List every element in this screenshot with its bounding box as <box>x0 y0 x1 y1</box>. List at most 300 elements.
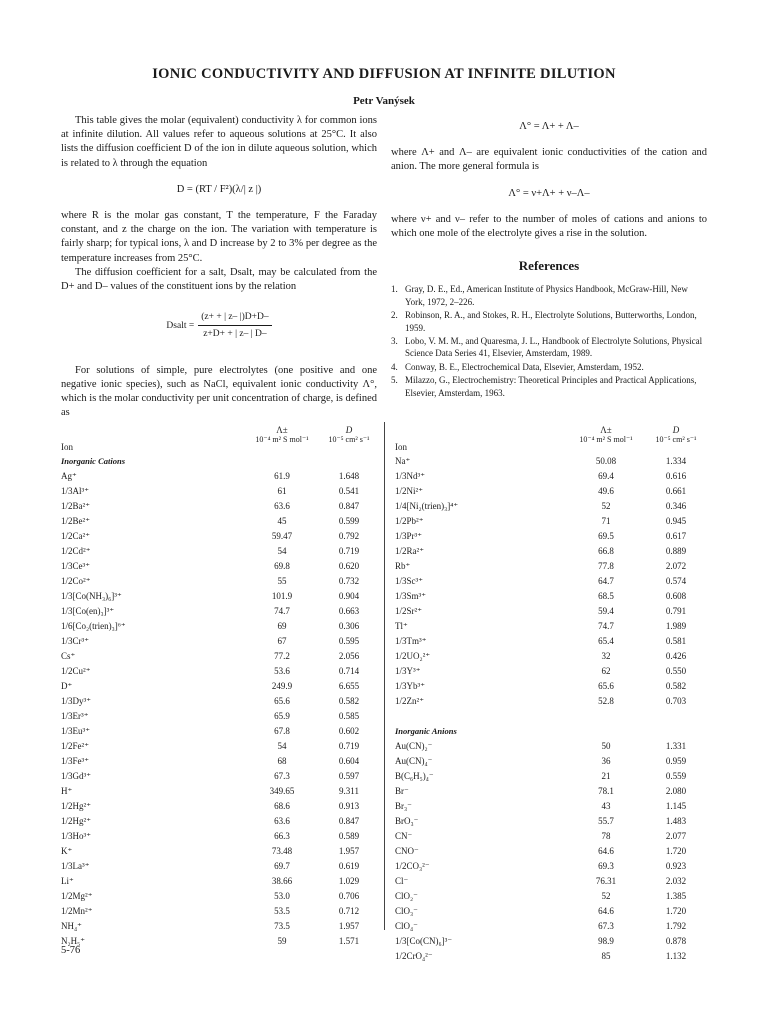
diffusion-cell: 0.904 <box>338 591 360 601</box>
lambda-cell: 65.4 <box>598 636 614 646</box>
table-row <box>61 874 377 889</box>
lambda-cell: 53.5 <box>274 906 290 916</box>
table-row <box>395 844 709 859</box>
table-row <box>61 784 377 799</box>
diffusion-cell: 0.608 <box>665 591 687 601</box>
conductivity-paragraph: where Λ+ and Λ– are equivalent ionic conductivities of the cation and anion. The more general formula is <box>391 147 707 173</box>
ion-cell: K⁺ <box>61 846 73 856</box>
table-row <box>61 829 377 844</box>
table-row <box>395 889 709 904</box>
header-d <box>645 425 707 444</box>
intro-right-column <box>391 114 707 400</box>
lambda-cell: 65.6 <box>598 681 614 691</box>
equation-general: Λ° = ν+Λ+ + ν–Λ– <box>508 187 590 199</box>
diffusion-cell: 0.945 <box>665 516 687 526</box>
ion-cell: ClO₃⁻ <box>395 906 418 916</box>
table-row <box>61 769 377 784</box>
lambda-cell: 67.8 <box>274 726 290 736</box>
table-row <box>395 664 709 679</box>
lambda-cell: 77.2 <box>274 651 290 661</box>
table-row <box>61 919 377 934</box>
equation-lhs: Dsalt = <box>166 320 195 331</box>
ion-cell: 1/3Ce³⁺ <box>61 561 90 571</box>
lambda-cell: 45 <box>277 516 287 526</box>
lambda-cell: 69.4 <box>598 471 614 481</box>
diffusion-cell: 0.703 <box>665 696 687 706</box>
lambda-cell: 73.48 <box>271 846 293 856</box>
ion-cell: 1/2Co²⁺ <box>61 576 91 586</box>
table-body <box>395 454 709 964</box>
moles-paragraph: where ν+ and ν– refer to the number of moles of cations and anions to which one mole of the electrolyte gives a rise in the solution. <box>391 213 707 240</box>
ion-cell: D⁺ <box>61 681 73 691</box>
header-lambda-units: 10⁻⁴ m² S mol⁻¹ <box>255 435 309 444</box>
ion-cell: 1/2Pb²⁺ <box>395 516 424 526</box>
lambda-cell: 67.3 <box>274 771 290 781</box>
table-row <box>61 514 377 529</box>
equation-salt-diffusion <box>61 310 377 341</box>
lambda-cell: 21 <box>601 771 611 781</box>
ion-cell: 1/3Cr³⁺ <box>61 636 89 646</box>
lambda-cell: 98.9 <box>598 936 614 946</box>
table-row <box>61 694 377 709</box>
table-row <box>395 574 709 589</box>
ion-cell: B(C₆H₅)₄⁻ <box>395 771 434 781</box>
ion-cell: 1/3Al³⁺ <box>61 486 89 496</box>
ion-cell: 1/3Sc³⁺ <box>395 576 423 586</box>
diffusion-cell: 1.989 <box>665 621 687 631</box>
lambda-cell: 59.4 <box>598 606 614 616</box>
table-header <box>395 424 709 454</box>
diffusion-cell: 0.878 <box>665 936 687 946</box>
ion-cell: 1/2Fe²⁺ <box>61 741 89 751</box>
equation-equivalent-conductivity: Λ° = Λ+ + Λ– <box>519 121 579 132</box>
reference-text: Robinson, R. A., and Stokes, R. H., Electrolyte Solutions, Butterworths, London, 1959. <box>405 310 697 333</box>
table-row <box>61 589 377 604</box>
diffusion-cell: 1.792 <box>665 921 687 931</box>
ion-cell: Li⁺ <box>61 876 74 886</box>
ion-cell: 1/3Pr³⁺ <box>395 531 422 541</box>
diffusion-cell: 2.080 <box>665 786 687 796</box>
diffusion-cell: 1.029 <box>338 876 360 886</box>
table-row <box>395 499 709 514</box>
lambda-cell: 54 <box>277 546 287 556</box>
references-heading: References <box>518 258 580 274</box>
reference-item <box>391 361 707 373</box>
table-row <box>61 754 377 769</box>
diffusion-cell: 0.847 <box>338 501 360 511</box>
ion-cell: 1/2Cd²⁺ <box>61 546 91 556</box>
ion-cell: Na⁺ <box>395 456 411 466</box>
ion-cell: 1/2Ni²⁺ <box>395 486 423 496</box>
header-d-units: 10⁻⁵ cm² s⁻¹ <box>655 435 697 444</box>
diffusion-cell: 0.712 <box>338 906 360 916</box>
ion-cell: 1/2UO₂²⁺ <box>395 651 431 661</box>
table-row <box>61 904 377 919</box>
lambda-cell: 59.47 <box>271 531 293 541</box>
ion-cell: 1/2Hg²⁺ <box>61 816 91 826</box>
diffusion-cell: 0.585 <box>338 711 360 721</box>
ion-cell: 1/2Ba²⁺ <box>61 501 90 511</box>
diffusion-cell: 2.077 <box>665 831 687 841</box>
lambda-cell: 69.5 <box>598 531 614 541</box>
ion-cell: CNO⁻ <box>395 846 419 856</box>
table-row <box>395 559 709 574</box>
lambda-cell: 43 <box>601 801 611 811</box>
diffusion-cell: 0.847 <box>338 816 360 826</box>
intro-paragraph: This table gives the molar (equivalent) conductivity λ for common ions at infinite dilution. All values refer to aqueous solutions at 25°C. It also lists the diffusion coefficient D of the ion in dilute aqueous solution, which is related to λ through the equation <box>61 115 377 169</box>
diffusion-cell: 1.648 <box>338 471 360 481</box>
table-row <box>61 724 377 739</box>
table-section-row <box>61 454 377 469</box>
table-row <box>395 859 709 874</box>
table-row <box>395 949 709 964</box>
table-row <box>61 544 377 559</box>
table-row <box>395 454 709 469</box>
equation-diffusion: D = (RT / F²)(λ/| z |) <box>176 183 262 195</box>
lambda-cell: 349.65 <box>269 786 295 796</box>
lambda-cell: 36 <box>601 756 611 766</box>
lambda-cell: 50.08 <box>595 456 617 466</box>
conductivity-table-left <box>61 424 377 949</box>
table-row <box>61 844 377 859</box>
ion-cell: Inorganic Cations <box>61 456 126 466</box>
ion-cell: Rb⁺ <box>395 561 411 571</box>
lambda-cell: 53.6 <box>274 666 290 676</box>
lambda-cell: 67.3 <box>598 921 614 931</box>
ion-cell: CN⁻ <box>395 831 413 841</box>
table-row <box>61 559 377 574</box>
lambda-cell: 66.3 <box>274 831 290 841</box>
lambda-cell: 64.6 <box>598 846 614 856</box>
diffusion-cell: 1.720 <box>665 846 687 856</box>
table-row <box>395 484 709 499</box>
ion-cell: 1/2Zn²⁺ <box>395 696 424 706</box>
diffusion-cell: 6.655 <box>338 681 360 691</box>
diffusion-cell: 1.571 <box>338 936 360 946</box>
table-row <box>61 934 377 949</box>
lambda-cell: 50 <box>601 741 611 751</box>
ion-cell: 1/2Sr²⁺ <box>395 606 422 616</box>
ion-cell: Cl⁻ <box>395 876 409 886</box>
lambda-cell: 77.8 <box>598 561 614 571</box>
table-header <box>61 424 377 454</box>
ion-cell: 1/2CO₃²⁻ <box>395 861 430 871</box>
table-row <box>61 574 377 589</box>
ion-cell: 1/2Ca²⁺ <box>61 531 90 541</box>
lambda-cell: 52 <box>601 501 611 511</box>
lambda-cell: 69.7 <box>274 861 290 871</box>
lambda-cell: 32 <box>601 651 611 661</box>
references-list <box>391 283 707 399</box>
ion-cell: 1/3Fe³⁺ <box>61 756 89 766</box>
table-row <box>395 934 709 949</box>
table-row <box>61 604 377 619</box>
diffusion-cell: 1.132 <box>665 951 687 961</box>
lambda-cell: 85 <box>601 951 611 961</box>
table-row <box>61 739 377 754</box>
ion-cell: 1/3La³⁺ <box>61 861 90 871</box>
header-d-units: 10⁻⁵ cm² s⁻¹ <box>328 435 370 444</box>
reference-item <box>391 374 707 399</box>
ion-cell: 1/2Mg²⁺ <box>61 891 93 901</box>
ion-cell: Br⁻ <box>395 786 409 796</box>
table-row <box>61 649 377 664</box>
lambda-cell: 59 <box>277 936 287 946</box>
table-row <box>395 694 709 709</box>
lambda-cell: 52.8 <box>598 696 614 706</box>
table-row <box>395 634 709 649</box>
table-row <box>395 469 709 484</box>
lambda-cell: 78.1 <box>598 786 614 796</box>
intro-left-column <box>61 114 377 420</box>
ion-cell: Inorganic Anions <box>395 726 457 736</box>
diffusion-cell: 0.792 <box>338 531 360 541</box>
lambda-cell: 38.66 <box>271 876 293 886</box>
diffusion-cell: 0.589 <box>338 831 360 841</box>
equation-fraction <box>198 310 271 341</box>
table-row <box>395 919 709 934</box>
table-row <box>61 799 377 814</box>
header-d-symbol: D <box>672 425 680 435</box>
table-row <box>61 709 377 724</box>
diffusion-cell: 0.559 <box>665 771 687 781</box>
diffusion-cell: 0.719 <box>338 741 360 751</box>
table-row <box>395 604 709 619</box>
lambda-cell: 73.5 <box>274 921 290 931</box>
ion-cell: H⁺ <box>61 786 73 796</box>
diffusion-cell: 1.145 <box>665 801 687 811</box>
lambda-cell: 53.0 <box>274 891 290 901</box>
ion-cell: 1/3[Co(en)₃]³⁺ <box>61 606 115 616</box>
header-d <box>319 425 379 444</box>
ion-cell: Tl⁺ <box>395 621 408 631</box>
lambda-cell: 101.9 <box>271 591 293 601</box>
header-d-symbol: D <box>345 425 353 435</box>
diffusion-cell: 1.385 <box>665 891 687 901</box>
ion-cell: Ag⁺ <box>61 471 77 481</box>
diffusion-cell: 1.957 <box>338 846 360 856</box>
ion-cell: 1/3Dy³⁺ <box>61 696 91 706</box>
ion-cell: 1/3Yb³⁺ <box>395 681 425 691</box>
lambda-cell: 65.6 <box>274 696 290 706</box>
table-row <box>61 664 377 679</box>
diffusion-cell: 0.619 <box>338 861 360 871</box>
lambda-cell: 52 <box>601 891 611 901</box>
table-row <box>61 634 377 649</box>
lambda-cell: 68 <box>277 756 287 766</box>
author-name: Petr Vanýsek <box>353 95 415 107</box>
diffusion-cell: 0.923 <box>665 861 687 871</box>
ion-cell: 1/2Mn²⁺ <box>61 906 93 916</box>
ion-cell: Cs⁺ <box>61 651 76 661</box>
header-lambda <box>254 425 310 444</box>
lambda-cell: 64.7 <box>598 576 614 586</box>
table-row <box>395 679 709 694</box>
ion-cell: 1/3Sm³⁺ <box>395 591 426 601</box>
ion-cell: 1/2Cu²⁺ <box>61 666 91 676</box>
reference-text: Milazzo, G., Electrochemistry: Theoretical Principles and Practical Applications, Elsevier, Amsterdam, 1963. <box>405 375 697 398</box>
lambda-cell: 68.6 <box>274 801 290 811</box>
ion-cell: 1/4[Ni₂(trien)₃]⁴⁺ <box>395 501 459 511</box>
ion-cell: 1/2Ra²⁺ <box>395 546 424 556</box>
lambda-cell: 68.5 <box>598 591 614 601</box>
header-lambda-units: 10⁻⁴ m² S mol⁻¹ <box>579 435 633 444</box>
ion-cell: Br₃⁻ <box>395 801 412 811</box>
reference-text: Lobo, V. M. M., and Quaresma, J. L., Handbook of Electrolyte Solutions, Physical Science Data Series 41, Elsevier, Amsterdam, 1989. <box>405 336 703 359</box>
table-row <box>395 754 709 769</box>
lambda-cell: 61.9 <box>274 471 290 481</box>
ion-cell: 1/6[Co₂(trien)₃]⁶⁺ <box>61 621 126 631</box>
diffusion-cell: 0.791 <box>665 606 687 616</box>
ion-cell: Au(CN)₄⁻ <box>395 756 433 766</box>
ion-cell: ClO₄⁻ <box>395 921 418 931</box>
diffusion-cell: 0.706 <box>338 891 360 901</box>
reference-number: 5. <box>391 375 398 386</box>
ion-cell: 1/3Er³⁺ <box>61 711 89 721</box>
reference-number: 3. <box>391 336 398 347</box>
table-row <box>395 769 709 784</box>
lambda-cell: 66.8 <box>598 546 614 556</box>
table-row <box>61 499 377 514</box>
table-section-row <box>395 724 709 739</box>
reference-number: 1. <box>391 284 398 295</box>
diffusion-cell: 0.581 <box>665 636 687 646</box>
lambda-cell: 74.7 <box>274 606 290 616</box>
diffusion-cell: 0.663 <box>338 606 360 616</box>
diffusion-cell: 2.072 <box>665 561 687 571</box>
table-row <box>61 679 377 694</box>
diffusion-cell: 0.550 <box>665 666 687 676</box>
diffusion-cell: 1.483 <box>665 816 687 826</box>
page-title: IONIC CONDUCTIVITY AND DIFFUSION AT INFINITE DILUTION <box>152 66 616 82</box>
ion-cell: 1/3Tm³⁺ <box>395 636 427 646</box>
ion-cell: 1/3[Co(CN)₆]³⁻ <box>395 936 453 946</box>
ion-cell: 1/2Be²⁺ <box>61 516 90 526</box>
lambda-cell: 67 <box>277 636 287 646</box>
conductivity-table-right <box>395 424 709 964</box>
reference-number: 2. <box>391 310 398 321</box>
diffusion-cell: 0.574 <box>665 576 687 586</box>
diffusion-cell: 0.602 <box>338 726 360 736</box>
ion-cell: 1/3Ho³⁺ <box>61 831 91 841</box>
ion-cell: ClO₂⁻ <box>395 891 418 901</box>
header-lambda-symbol: Λ± <box>276 425 288 435</box>
fraction-numerator: (z+ + | z– |)D+D– <box>198 310 271 326</box>
column-divider <box>384 422 385 930</box>
diffusion-cell: 0.306 <box>338 621 360 631</box>
diffusion-cell: 0.959 <box>665 756 687 766</box>
header-ion: Ion <box>61 442 73 452</box>
table-row <box>61 619 377 634</box>
diffusion-cell: 0.582 <box>665 681 687 691</box>
fraction-denominator: z+D+ + | z– | D– <box>203 329 267 340</box>
reference-number: 4. <box>391 361 398 372</box>
diffusion-cell: 0.714 <box>338 666 360 676</box>
diffusion-cell: 0.604 <box>338 756 360 766</box>
table-row <box>395 544 709 559</box>
lambda-cell: 249.9 <box>271 681 293 691</box>
reference-text: Conway, B. E., Electrochemical Data, Elsevier, Amsterdam, 1952. <box>405 361 644 372</box>
ion-cell: 1/3Y³⁺ <box>395 666 421 676</box>
table-row <box>61 529 377 544</box>
reference-text: Gray, D. E., Ed., American Institute of Physics Handbook, McGraw-Hill, New York, 1972, 2–226. <box>405 284 688 307</box>
ion-cell: 1/3Eu³⁺ <box>61 726 90 736</box>
electrolyte-paragraph: For solutions of simple, pure electrolytes (one positive and one negative ionic species), such as NaCl, equivalent ionic conductivity Λ°, which is the molar conductivity per unit concentration of charge, is defined as <box>61 364 377 419</box>
diffusion-cell: 1.957 <box>338 921 360 931</box>
diffusion-cell: 0.541 <box>338 486 360 496</box>
diffusion-cell: 0.599 <box>338 516 360 526</box>
diffusion-cell: 9.311 <box>339 786 359 796</box>
lambda-cell: 63.6 <box>274 816 290 826</box>
table-row <box>61 814 377 829</box>
lambda-cell: 49.6 <box>598 486 614 496</box>
diffusion-cell: 0.426 <box>665 651 687 661</box>
ion-cell: BrO₃⁻ <box>395 816 419 826</box>
reference-item <box>391 309 707 334</box>
table-row <box>395 814 709 829</box>
diffusion-cell: 0.719 <box>338 546 360 556</box>
table-row <box>395 589 709 604</box>
definition-paragraph: where R is the molar gas constant, T the temperature, F the Faraday constant, and z the charge on the ion. The variation with temperature is fairly sharp; for typical ions, λ and D increase by 2 to 3% per degree as the temperature increases from 25°C. <box>61 210 377 264</box>
lambda-cell: 65.9 <box>274 711 290 721</box>
lambda-cell: 69 <box>277 621 287 631</box>
diffusion-cell: 0.913 <box>338 801 360 811</box>
table-row <box>61 469 377 484</box>
lambda-cell: 54 <box>277 741 287 751</box>
lambda-cell: 62 <box>601 666 611 676</box>
lambda-cell: 69.8 <box>274 561 290 571</box>
ion-cell: N₂H₅⁺ <box>61 936 86 946</box>
ion-cell: 1/2CrO₄²⁻ <box>395 951 433 961</box>
table-row <box>61 859 377 874</box>
table-row <box>395 784 709 799</box>
diffusion-cell: 0.889 <box>665 546 687 556</box>
lambda-cell: 69.3 <box>598 861 614 871</box>
lambda-cell: 74.7 <box>598 621 614 631</box>
table-body <box>61 454 377 949</box>
diffusion-cell: 1.331 <box>665 741 687 751</box>
header-lambda <box>578 425 634 444</box>
ion-cell: Au(CN)₂⁻ <box>395 741 433 751</box>
table-row <box>395 739 709 754</box>
lambda-cell: 61 <box>277 486 287 496</box>
ion-cell: 1/3Nd³⁺ <box>395 471 425 481</box>
diffusion-cell: 0.732 <box>338 576 360 586</box>
table-row <box>61 484 377 499</box>
table-row <box>61 889 377 904</box>
diffusion-cell: 2.032 <box>665 876 687 886</box>
lambda-cell: 63.6 <box>274 501 290 511</box>
reference-item <box>391 335 707 360</box>
table-row <box>395 619 709 634</box>
table-row <box>395 709 709 724</box>
salt-diffusion-paragraph: The diffusion coefficient for a salt, Dsalt, may be calculated from the D+ and D– values of the constituent ions by the relation <box>61 266 377 293</box>
lambda-cell: 76.31 <box>595 876 617 886</box>
diffusion-cell: 0.616 <box>665 471 687 481</box>
table-row <box>395 874 709 889</box>
diffusion-cell: 2.056 <box>338 651 360 661</box>
reference-item <box>391 283 707 308</box>
ion-cell: 1/3Gd³⁺ <box>61 771 91 781</box>
page-number: 5-76 <box>61 945 81 956</box>
diffusion-cell: 0.617 <box>665 531 687 541</box>
diffusion-cell: 0.661 <box>665 486 687 496</box>
diffusion-cell: 0.597 <box>338 771 360 781</box>
diffusion-cell: 1.720 <box>665 906 687 916</box>
table-row <box>395 649 709 664</box>
diffusion-cell: 0.582 <box>338 696 360 706</box>
diffusion-cell: 0.595 <box>338 636 360 646</box>
